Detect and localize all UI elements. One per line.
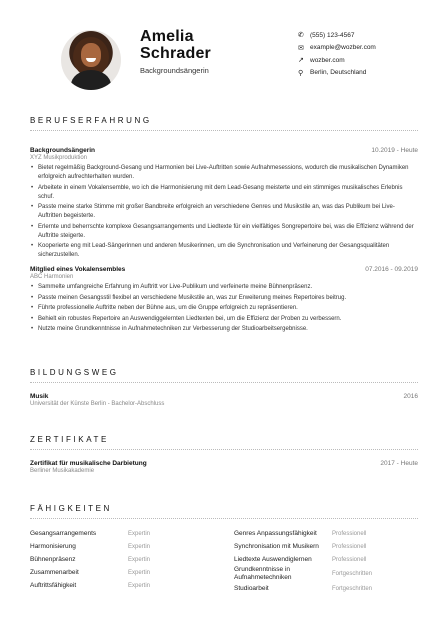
skill-level: Expertin [128,569,151,576]
education-school: Universität der Künste Berlin - Bachelor-Abschluss [30,401,165,407]
skill-name: Liedtexte Auswendiglernen [234,555,312,563]
list-item: • Kooperierte eng mit Lead-Sängerinnen und anderen Musikerinnen, um die Synchronisation und Verfeinerung der Gesangsqualitäten sicherzustellen. [30,242,418,260]
email-text[interactable]: example@wozber.com [310,44,376,52]
skill-name: Gesangsarrangements [30,529,97,537]
certificates-section [30,435,418,474]
list-item: • Passte meine starke Stimme mit großer Bandbreite erfolgreich an verschiedene Genres und Musikstile an, was das Publikum bei Live-Auftritten begeisterte. [30,203,418,221]
link-icon: ↗ [298,57,304,65]
skill-level: Fortgeschritten [332,585,373,592]
job-bullets [30,164,418,260]
skill-level: Fortgeschritten [332,571,373,577]
skills-column-right [234,527,418,595]
certificate-date: 2017 - Heute [380,460,418,467]
skill-name: Zusammenarbeit [30,568,79,576]
list-item: • Führte professionelle Auftritte neben der Bühne aus, um die Gruppe erfolgreich zu repräsentieren. [30,304,418,313]
photo-face [81,43,101,67]
skill-row [30,579,214,592]
candidate-role: Backgroundsängerin [140,66,209,75]
education-section [30,368,418,407]
skill-name: Bühnenpräsenz [30,555,76,563]
skill-name: Grundkenntnisse in Aufnahmetechniken [234,566,292,581]
section-title: ZERTIFIKATE [30,435,418,450]
skill-name: Harmonisierung [30,542,76,550]
job-title: Backgroundsängerin [30,147,96,154]
skill-row [30,527,214,540]
skill-row [234,540,418,553]
list-item: • Behielt ein robustes Repertoire an Auswendiggelernten Liedtexten bei, um die Effizienz der Proben zu verbessern. [30,315,418,324]
section-title: BILDUNGSWEG [30,368,418,383]
contact-location [298,67,376,80]
contact-phone [298,29,376,42]
experience-section [30,116,418,336]
skill-level: Expertin [128,556,151,563]
photo-body [71,70,111,90]
skills-section [30,504,418,595]
certificate-issuer: Berliner Musikakademie [30,468,95,474]
skill-level: Professionell [332,543,367,550]
first-name: Amelia [140,28,194,45]
skill-level: Expertin [128,582,151,589]
skill-level: Expertin [128,530,151,537]
location-pin-icon: ⚲ [298,69,304,77]
contact-website[interactable] [298,54,376,67]
location-text: Berlin, Deutschland [310,69,367,77]
job-company: XYZ Musikproduktion [30,155,88,161]
profile-photo [61,30,121,90]
job-company: ABC Harmonien [30,274,74,280]
skill-row [234,553,418,566]
list-item: • Sammelte umfangreiche Erfahrung im Auftritt vor Live-Publikum und verfeinerte meine Bühnenpräsenz. [30,283,418,292]
phone-icon: ✆ [298,32,304,40]
skill-name: Genres Anpassungsfähigkeit [234,529,317,537]
job-bullets [30,283,418,334]
list-item: • Bietet regelmäßig Background-Gesang und Harmonien bei Live-Auftritten sowie Aufnahmesessions, wodurch die musikalischen Dynamiken erfolgreich aufrechterhalten wurden. [30,164,418,182]
list-item: • Erlernte und beherrschte komplexe Gesangsarrangements und Liedtexte für ein vielfältiges Songrepertoire bei, was die Effizienz während der Auftritte steigerte. [30,223,418,241]
skill-row [234,582,418,595]
skill-row [30,553,214,566]
skill-row [30,540,214,553]
skill-row [234,527,418,540]
candidate-name [140,28,211,62]
skill-row [234,566,418,582]
list-item: • Nutzte meine Grundkenntnisse in Aufnahmetechniken zur Verbesserung der Studioarbeitsergebnisse. [30,325,418,334]
phone-text: (555) 123-4567 [310,31,355,39]
skill-name: Studioarbeit [234,584,269,592]
job-title: Mitglied eines Vokalensembles [30,266,126,273]
job-entry [30,147,418,260]
section-title: FÄHIGKEITEN [30,504,418,519]
education-date: 2016 [403,393,418,400]
contact-email[interactable] [298,42,376,55]
skill-level: Professionell [332,530,367,537]
skill-name: Synchronisation mit Musikern [234,542,319,550]
skill-level: Expertin [128,543,151,550]
skill-name: Auftrittsfähigkeit [30,581,77,589]
website-text[interactable]: wozber.com [310,56,345,64]
skill-row [30,566,214,579]
resume-header [30,0,418,100]
certificate-title: Zertifikat für musikalische Darbietung [30,460,147,467]
job-entry [30,266,418,334]
job-date: 07.2016 - 09.2019 [365,266,418,273]
contact-list [298,29,376,79]
section-title: BERUFSERFAHRUNG [30,116,418,131]
skills-column-left [30,527,214,595]
mail-icon: ✉ [298,44,304,52]
last-name: Schrader [140,45,211,62]
list-item: • Arbeitete in einem Vokalensemble, wo ich die Harmonisierung mit dem Lead-Gesang meisterte und ein stimmiges musikalisches Erlebnis schuf. [30,184,418,202]
list-item: • Passte meinen Gesangsstil flexibel an verschiedene Musikstile an, was zur Erweiterung meines Repertoires beitrug. [30,294,418,303]
job-date: 10.2019 - Heute [371,147,418,154]
skills-grid [30,527,418,595]
education-title: Musik [30,393,49,400]
skill-level: Professionell [332,556,367,563]
